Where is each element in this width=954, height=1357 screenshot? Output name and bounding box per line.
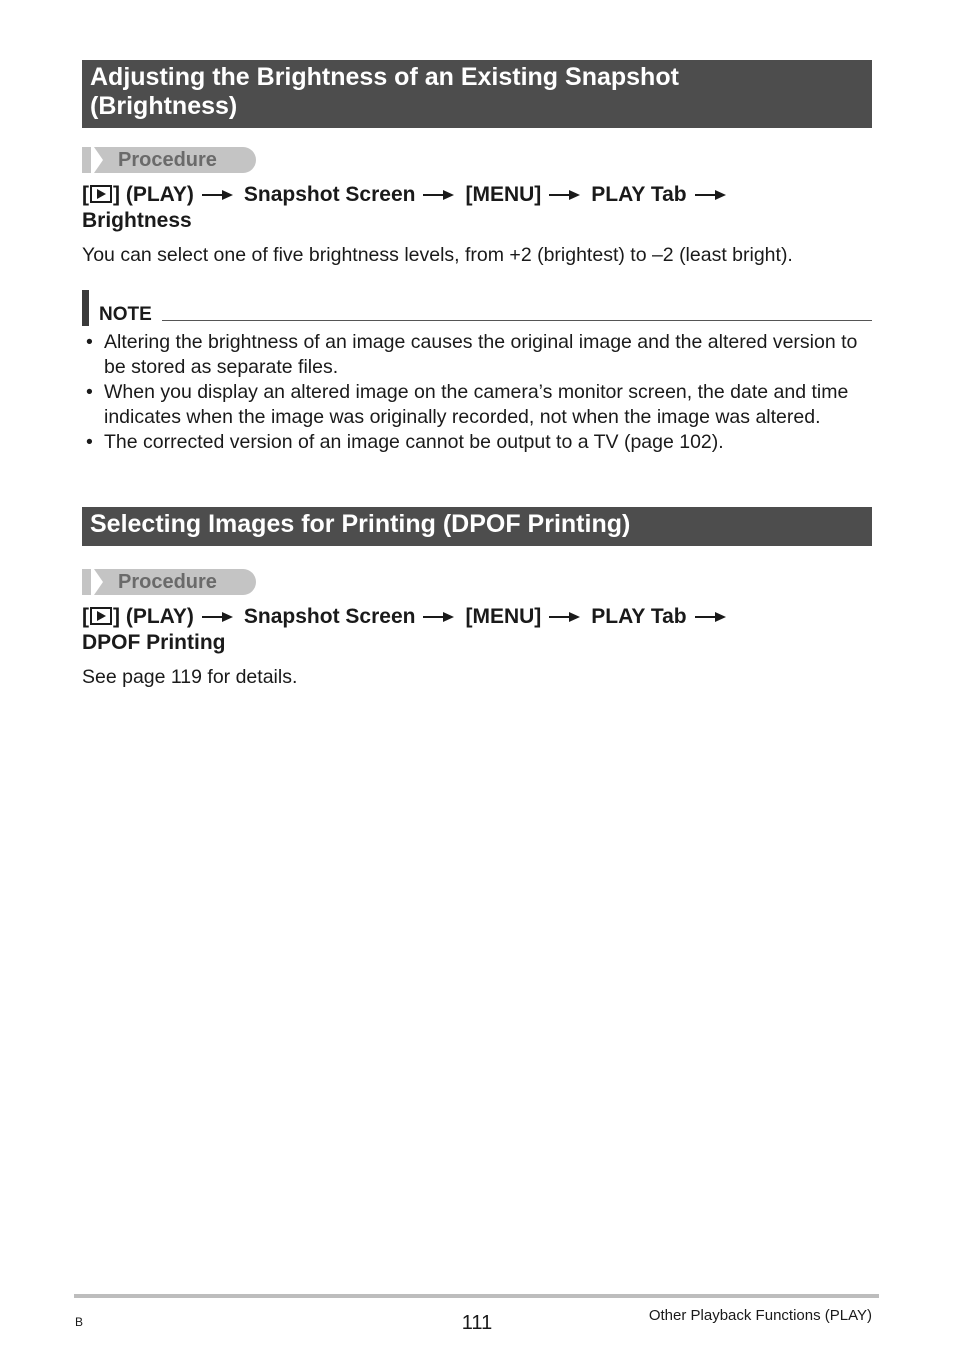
bullet-icon: • — [86, 381, 93, 403]
menu-path-dpof — [82, 604, 872, 656]
right-arrow-icon — [549, 611, 581, 623]
footer-left-mark: B — [75, 1315, 84, 1329]
path-snapshot-screen: Snapshot Screen — [243, 605, 416, 628]
procedure-label: Procedure — [118, 149, 217, 171]
dpof-description: See page 119 for details. — [82, 666, 298, 688]
play-button-icon — [90, 185, 112, 203]
procedure-badge-bar — [82, 569, 91, 595]
right-arrow-icon — [695, 611, 727, 623]
section-heading-dpof — [82, 507, 872, 546]
path-play-key: ] (PLAY) — [113, 605, 194, 628]
procedure-badge-bar — [82, 147, 91, 173]
path-snapshot-screen: Snapshot Screen — [243, 183, 416, 206]
path-final-item: DPOF Printing — [82, 631, 226, 654]
path-open-bracket: [ — [82, 183, 89, 206]
right-arrow-icon — [549, 189, 581, 201]
play-button-icon — [90, 607, 112, 625]
note-item — [82, 380, 872, 430]
menu-path-brightness — [82, 182, 872, 234]
chapter-title: Other Playback Functions (PLAY) — [648, 1307, 872, 1324]
bullet-icon: • — [86, 331, 93, 353]
right-arrow-icon — [423, 611, 455, 623]
path-menu: [MENU] — [465, 605, 542, 628]
right-arrow-icon — [202, 611, 234, 623]
procedure-badge — [82, 569, 257, 595]
section-heading-line-1: Adjusting the Brightness of an Existing Snapshot — [90, 63, 679, 91]
right-arrow-icon — [423, 189, 455, 201]
path-final-item: Brightness — [82, 209, 192, 232]
path-play-key: ] (PLAY) — [113, 183, 194, 206]
note-item-text: The corrected version of an image cannot be output to a TV (page 102). — [104, 431, 724, 453]
path-play-tab: PLAY Tab — [591, 183, 687, 206]
note-list — [82, 330, 872, 455]
footer-rule — [74, 1294, 879, 1298]
note-item-text: When you display an altered image on the camera’s monitor screen, the date and time indicates when the image was originally recorded, not when the image was altered. — [104, 381, 849, 428]
note-item — [82, 330, 872, 380]
path-open-bracket: [ — [82, 605, 89, 628]
note-item — [82, 430, 872, 455]
note-marker-bar — [82, 290, 89, 326]
note-rule — [162, 320, 872, 321]
right-arrow-icon — [695, 189, 727, 201]
section-heading-title: Selecting Images for Printing (DPOF Printing) — [90, 510, 631, 538]
bullet-icon: • — [86, 431, 93, 453]
procedure-badge-notch — [94, 569, 103, 595]
procedure-badge — [82, 147, 257, 173]
section-heading-brightness — [82, 60, 872, 128]
procedure-badge-notch — [94, 147, 103, 173]
note-heading: NOTE — [99, 304, 152, 325]
page-number: 111 — [461, 1312, 493, 1334]
procedure-label: Procedure — [118, 571, 217, 593]
section-heading-line-2: (Brightness) — [90, 92, 238, 120]
brightness-description: You can select one of five brightness levels, from +2 (brightest) to –2 (least bright). — [82, 244, 793, 266]
path-menu: [MENU] — [465, 183, 542, 206]
right-arrow-icon — [202, 189, 234, 201]
note-item-text: Altering the brightness of an image causes the original image and the altered version to be stored as separate files. — [104, 331, 858, 378]
path-play-tab: PLAY Tab — [591, 605, 687, 628]
